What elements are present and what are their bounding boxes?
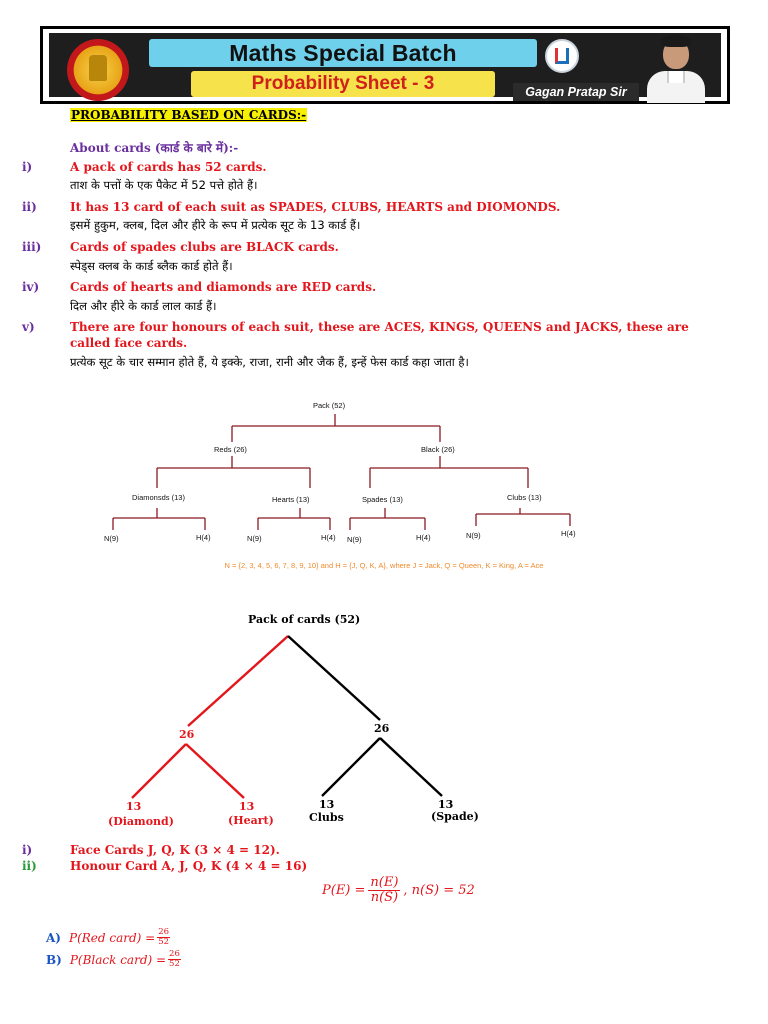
point-hindi: इसमें हुकुम, क्लब, दिल और हीरे के रूप में प्रत्येक सूट के 13 कार्ड हैं। bbox=[70, 218, 361, 232]
page-title: Maths Special Batch bbox=[229, 39, 457, 66]
tree2-red-count: 26 bbox=[179, 728, 195, 741]
probability-fraction bbox=[157, 928, 170, 947]
tree2-spade-label: (Spade) bbox=[431, 810, 479, 823]
clubs-branch bbox=[322, 738, 380, 796]
suit-tree-diagram bbox=[0, 390, 768, 580]
probability-formula bbox=[322, 876, 475, 905]
formula-lhs: P(E) = bbox=[322, 883, 366, 898]
probability-numerator: 26 bbox=[169, 949, 180, 959]
probability-numerator: 26 bbox=[158, 927, 170, 937]
author-name: Gagan Pratap Sir bbox=[525, 85, 627, 99]
suit-tree-lines bbox=[113, 414, 570, 530]
tree1-honours-spades: H(4) bbox=[416, 533, 431, 542]
page-subtitle: Probability Sheet - 3 bbox=[251, 73, 435, 94]
subtitle-bar bbox=[191, 71, 495, 97]
black-branch bbox=[288, 636, 380, 720]
about-cards-heading: About cards (कार्ड के बारे में):- bbox=[70, 141, 239, 155]
tree2-black-count: 26 bbox=[374, 722, 390, 735]
formula-denominator: n(S) bbox=[370, 890, 399, 905]
point-marker: i) bbox=[22, 160, 33, 174]
tree2-heart-label: (Heart) bbox=[228, 814, 274, 827]
author-portrait bbox=[641, 35, 711, 103]
point-marker: v) bbox=[22, 320, 35, 334]
tree1-hearts: Hearts (13) bbox=[272, 495, 310, 504]
tree1-numbered-spades: N(9) bbox=[347, 535, 362, 544]
point-hindi: ताश के पत्तों के एक पैकेट में 52 पत्ते होते हैं। bbox=[70, 178, 258, 192]
point-marker: ii) bbox=[22, 200, 37, 214]
probability-denominator: 52 bbox=[158, 937, 170, 947]
point-english: Cards of spades clubs are BLACK cards. bbox=[70, 240, 339, 254]
point-english: A pack of cards has 52 cards. bbox=[70, 160, 267, 174]
tree2-heart-count: 13 bbox=[239, 800, 255, 813]
tree1-honours-hearts: H(4) bbox=[321, 533, 336, 542]
fact-honour-cards: Honour Card A, J, Q, K (4 × 4 = 16) bbox=[70, 859, 308, 873]
portrait-collar bbox=[667, 71, 685, 83]
formula-fraction bbox=[368, 876, 400, 905]
point-marker: iii) bbox=[22, 240, 42, 254]
tree1-numbered-clubs: N(9) bbox=[466, 531, 481, 540]
tree1-numbered-diamonds: N(9) bbox=[104, 534, 119, 543]
spade-branch bbox=[380, 738, 442, 796]
formula-rhs: , n(S) = 52 bbox=[403, 883, 475, 898]
tree1-spades: Spades (13) bbox=[362, 495, 403, 504]
tree2-root: Pack of cards (52) bbox=[248, 613, 361, 626]
title-bar bbox=[149, 39, 537, 67]
tree1-reds: Reds (26) bbox=[214, 445, 247, 454]
tree2-clubs-count: 13 bbox=[319, 798, 335, 811]
tree1-clubs: Clubs (13) bbox=[507, 493, 542, 502]
heart-branch bbox=[186, 744, 244, 798]
probability-label: A) bbox=[46, 930, 61, 945]
brand-logo bbox=[545, 39, 579, 73]
tree2-diamond-count: 13 bbox=[126, 800, 142, 813]
point-english-continued: called face cards. bbox=[70, 336, 188, 350]
probability-expression: P(Black card) = bbox=[69, 952, 167, 967]
point-english: Cards of hearts and diamonds are RED cards. bbox=[70, 280, 377, 294]
banner-background bbox=[49, 33, 721, 97]
diamond-branch bbox=[132, 744, 186, 798]
fact-marker: i) bbox=[22, 843, 33, 857]
probability-label: B) bbox=[46, 952, 62, 967]
portrait-hair bbox=[661, 35, 691, 47]
emblem-core bbox=[89, 55, 107, 81]
tree1-diamonds: Diamonsds (13) bbox=[132, 493, 185, 502]
probability-denominator: 52 bbox=[169, 959, 180, 969]
point-hindi: प्रत्येक सूट के चार सम्मान होते हैं, ये इक्के, राजा, रानी और जैक हैं, इन्हें फेस कार्ड कहा जाता है। bbox=[70, 355, 469, 369]
point-english: There are four honours of each suit, these are ACES, KINGS, QUEENS and JACKS, these are bbox=[70, 320, 689, 334]
point-english: It has 13 card of each suit as SPADES, CLUBS, HEARTS and DIOMONDS. bbox=[70, 200, 561, 214]
probability-fraction bbox=[168, 950, 181, 969]
tree2-clubs-label: Clubs bbox=[309, 811, 344, 824]
formula-numerator: n(E) bbox=[370, 875, 399, 890]
author-tag bbox=[513, 83, 639, 101]
tree1-root: Pack (52) bbox=[313, 401, 346, 410]
brand-logo-icon bbox=[555, 48, 569, 64]
emblem-logo bbox=[67, 39, 129, 101]
point-hindi: दिल और हीरे के कार्ड लाल कार्ड हैं। bbox=[70, 299, 217, 313]
point-hindi: स्पेड्स क्लब के कार्ड ब्लैक कार्ड होते हैं। bbox=[70, 259, 233, 273]
point-marker: iv) bbox=[22, 280, 40, 294]
red-branch bbox=[188, 636, 288, 726]
fact-face-cards: Face Cards J, Q, K (3 × 4 = 12). bbox=[70, 843, 280, 857]
colour-tree-diagram bbox=[0, 600, 768, 835]
probability-red bbox=[46, 928, 170, 947]
fact-marker: ii) bbox=[22, 859, 37, 873]
probability-black bbox=[46, 950, 181, 969]
section-heading: PROBABILITY BASED ON CARDS:- bbox=[71, 108, 307, 122]
tree1-legend: N = {2, 3, 4, 5, 6, 7, 8, 9, 10} and H = {J, Q, K, A}, where J = Jack, Q = Queen, K = King, A = Ace bbox=[224, 561, 544, 570]
header-banner bbox=[40, 26, 730, 104]
tree2-diamond-label: (Diamond) bbox=[108, 815, 174, 828]
tree1-honours-clubs: H(4) bbox=[561, 529, 576, 538]
tree2-spade-count: 13 bbox=[438, 798, 454, 811]
tree1-black: Black (26) bbox=[421, 445, 455, 454]
tree1-numbered-hearts: N(9) bbox=[247, 534, 262, 543]
tree1-honours-diamonds: H(4) bbox=[196, 533, 211, 542]
probability-expression: P(Red card) = bbox=[69, 930, 156, 945]
